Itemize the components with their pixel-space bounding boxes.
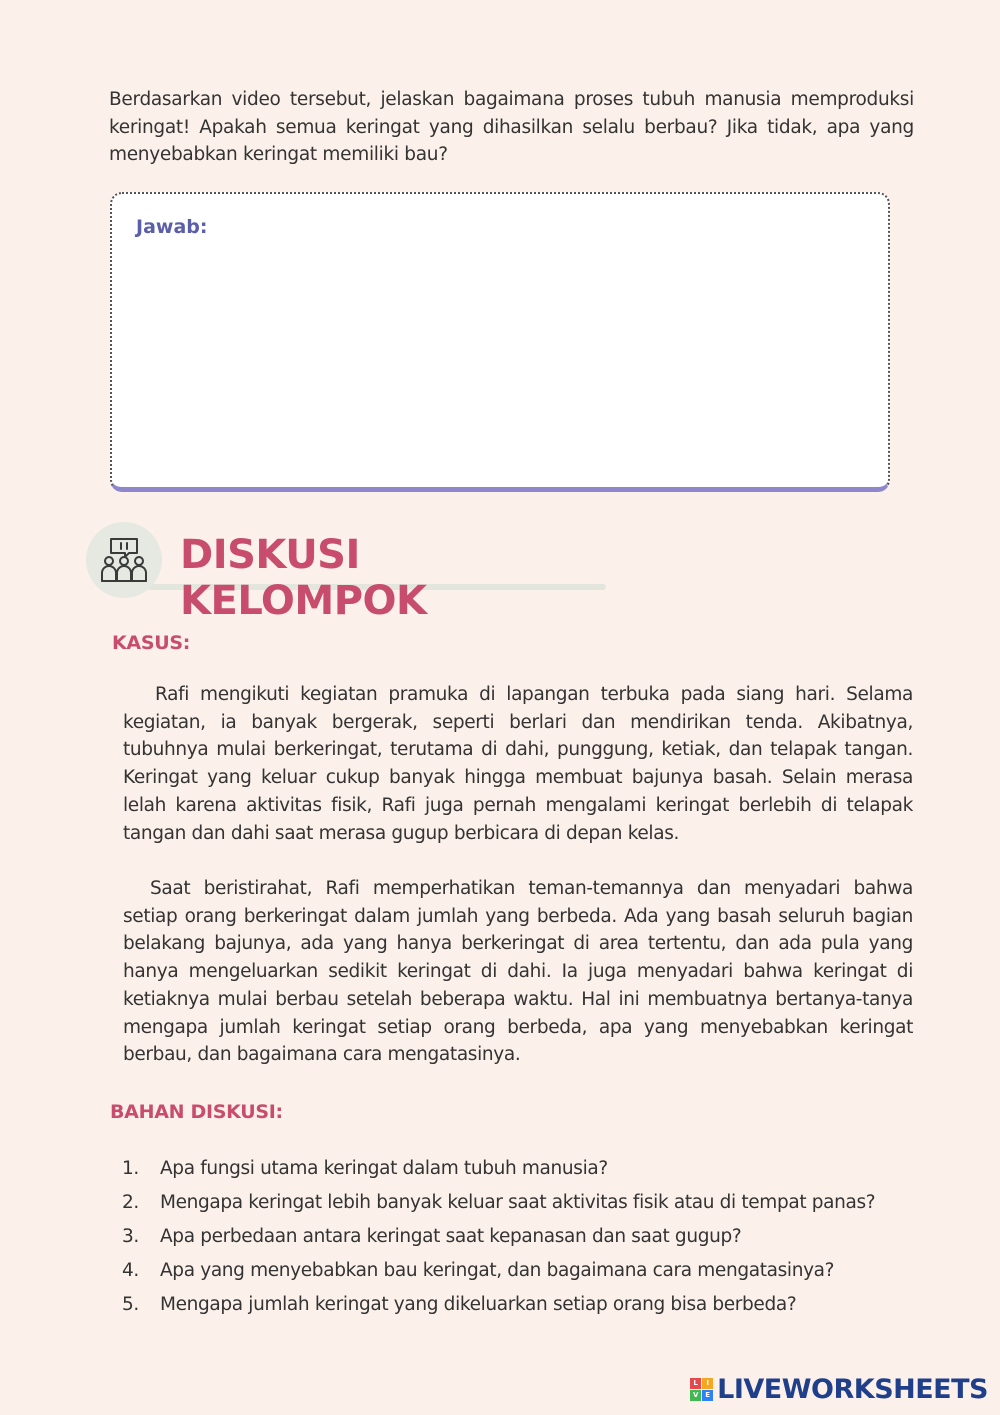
list-item	[122, 1287, 875, 1321]
list-item-text: Apa perbedaan antara keringat saat kepanasan dan saat gugup?	[160, 1225, 742, 1247]
list-item-number: 2.	[122, 1191, 139, 1213]
list-item-text: Mengapa keringat lebih banyak keluar saat aktivitas fisik atau di tempat panas?	[160, 1191, 876, 1213]
list-item-text: Apa yang menyebabkan bau keringat, dan bagaimana cara mengatasinya?	[160, 1259, 835, 1281]
list-item	[122, 1219, 875, 1253]
logo-letter: E	[702, 1390, 713, 1401]
list-item-text: Mengapa jumlah keringat yang dikeluarkan setiap orang bisa berbeda?	[160, 1293, 797, 1315]
list-item-number: 1.	[122, 1157, 139, 1179]
section-header	[86, 520, 616, 624]
list-item	[122, 1253, 875, 1287]
list-item-number: 5.	[122, 1293, 139, 1315]
section-title: DISKUSI KELOMPOK	[180, 532, 427, 624]
list-item-text: Apa fungsi utama keringat dalam tubuh manusia?	[160, 1157, 608, 1179]
discussion-heading: BAHAN DISKUSI:	[110, 1101, 283, 1123]
case-heading: KASUS:	[112, 632, 191, 654]
answer-label: Jawab:	[136, 216, 208, 238]
list-item-number: 3.	[122, 1225, 139, 1247]
question-text: Berdasarkan video tersebut, jelaskan bagaimana proses tubuh manusia memproduksi keringat! Apakah semua keringat yang dihasilkan selalu berbau? Jika tidak, apa yang menyebabkan keringat memiliki bau?	[109, 89, 914, 165]
discussion-list	[122, 1151, 875, 1321]
list-item	[122, 1185, 875, 1219]
logo-letter: V	[690, 1390, 701, 1401]
list-item	[122, 1151, 875, 1185]
liveworksheets-logo-icon	[690, 1378, 713, 1401]
section-icon-badge	[86, 522, 162, 598]
logo-letter: I	[702, 1378, 713, 1389]
case-paragraph-2: Saat beristirahat, Rafi memperhatikan teman-temannya dan menyadari bahwa setiap orang berkeringat dalam jumlah yang berbeda. Ada yang basah seluruh bagian belakang bajunya, ada yang hanya berkeringat di area tertentu, dan ada pula yang hanya mengeluarkan sedikit keringat di dahi. Ia juga menyadari bahwa keringat di ketiaknya mulai berbau setelah beberapa waktu. Hal ini membuatnya bertanya-tanya mengapa jumlah keringat setiap orang berbeda, apa yang menyebabkan keringat berbau, dan bagaimana cara mengatasinya.	[123, 878, 913, 1066]
liveworksheets-brand[interactable]	[690, 1374, 988, 1405]
case-paragraph-1: Rafi mengikuti kegiatan pramuka di lapangan terbuka pada siang hari. Selama kegiatan, ia banyak bergerak, seperti berlari dan mendirikan tenda. Akibatnya, tubuhnya mulai berkeringat, terutama di dahi, punggung, ketiak, dan telapak tangan. Keringat yang keluar cukup banyak hingga membuat bajunya basah. Selain merasa lelah karena aktivitas fisik, Rafi juga pernah mengalami keringat berlebih di telapak tangan dan dahi saat merasa gugup berbicara di depan kelas.	[123, 684, 913, 844]
brand-text: LIVEWORKSHEETS	[717, 1374, 988, 1405]
answer-box[interactable]	[110, 192, 890, 492]
group-discussion-icon	[99, 535, 149, 585]
list-item-number: 4.	[122, 1259, 139, 1281]
logo-letter: L	[690, 1378, 701, 1389]
